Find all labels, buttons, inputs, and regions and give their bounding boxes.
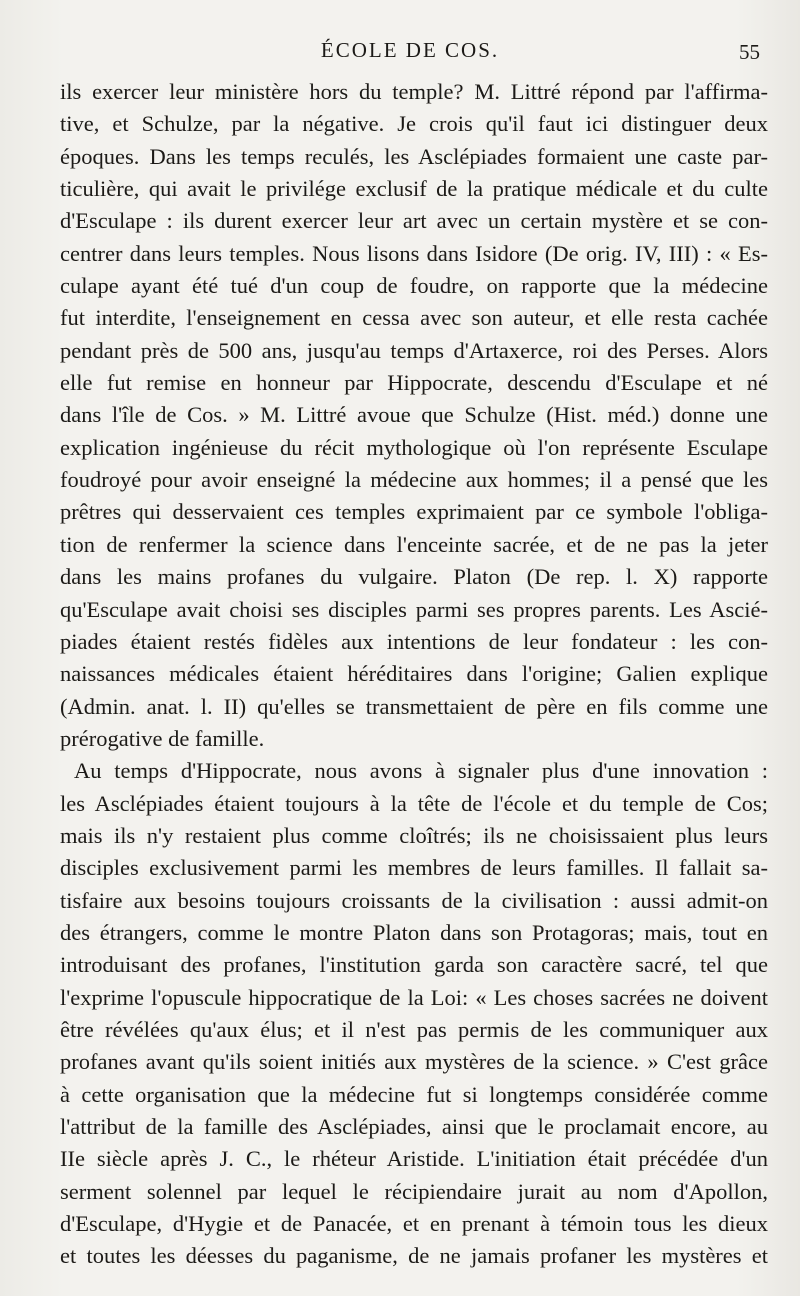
text-line: culape ayant été tué d'un coup de foudre, on rapporte que la médecine [60,273,768,299]
text-line: l'exprime l'opuscule hippocratique de la Loi: « Les choses sacrées ne doivent [60,984,768,1010]
text-line: les Asclépiades étaient toujours à la tête de l'école et du temple de Cos; [60,790,768,816]
text-line: disciples exclusivement parmi les membres de leurs familles. Il fallait sa- [60,855,768,881]
text-line: qu'Esculape avait choisi ses disciples parmi ses propres parents. Les Ascié- [60,596,768,622]
body-text [60,76,768,1273]
text-line: pendant près de 500 ans, jusqu'au temps d'Artaxerce, roi des Perses. Alors [60,337,768,363]
text-line: explication ingénieuse du récit mythologique où l'on représente Esculape [60,434,768,460]
text-line: serment solennel par lequel le récipiendaire jurait au nom d'Apollon, [60,1178,768,1204]
text-line: époques. Dans les temps reculés, les Asclépiades formaient une caste par- [60,143,768,169]
page-number: 55 [739,40,760,64]
text-line: à cette organisation que la médecine fut si longtemps considérée comme [60,1081,768,1107]
text-line: ticulière, qui avait le privilége exclusif de la pratique médicale et du culte [60,176,768,202]
text-line: prêtres qui desservaient ces temples exprimaient par ce symbole l'obliga- [60,499,768,525]
text-line: foudroyé pour avoir enseigné la médecine aux hommes; il a pensé que les [60,467,768,493]
text-line: des étrangers, comme le montre Platon dans son Protagoras; mais, tout en [60,919,768,945]
text-line: être révélées qu'aux élus; et il n'est pas permis de les communiquer aux [60,1016,768,1042]
text-line: tion de renfermer la science dans l'enceinte sacrée, et de ne pas la jeter [60,531,768,557]
text-line: l'attribut de la famille des Asclépiades, ainsi que le proclamait encore, au [60,1114,768,1139]
text-line: fut interdite, l'enseignement en cessa avec son auteur, et elle resta cachée [60,305,768,331]
text-line: mais ils n'y restaient plus comme cloîtrés; ils ne choisissaient plus leurs [60,822,768,848]
text-line: et toutes les déesses du paganisme, de ne jamais profaner les mystères et [60,1243,768,1269]
running-head [60,38,760,68]
text-line: profanes avant qu'ils soient initiés aux mystères de la science. » C'est grâce [60,1049,768,1075]
text-line: naissances médicales étaient héréditaires dans l'origine; Galien explique [60,661,768,687]
text-line: d'Esculape : ils durent exercer leur art avec un certain mystère et se con- [60,208,768,234]
text-line: introduisant des profanes, l'institution garda son caractère sacré, tel que [60,952,768,978]
text-line: dans l'île de Cos. » M. Littré avoue que Schulze (Hist. méd.) donne une [60,402,768,428]
text-line: prérogative de famille. [60,725,265,751]
running-title: ÉCOLE DE COS. [320,38,500,62]
text-line: ils exercer leur ministère hors du temple? M. Littré répond par l'affirma- [60,79,768,104]
text-line: IIe siècle après J. C., le rhéteur Aristide. L'initiation était précédée d'un [60,1146,768,1172]
text-line: d'Esculape, d'Hygie et de Panacée, et en prenant à témoin tous les dieux [60,1211,768,1237]
text-line: tive, et Schulze, par la négative. Je crois qu'il faut ici distinguer deux [60,111,768,137]
text-line: elle fut remise en honneur par Hippocrate, descendu d'Esculape et né [60,370,768,396]
text-line: (Admin. anat. l. II) qu'elles se transmettaient de père en fils comme une [60,693,768,719]
text-line: centrer dans leurs temples. Nous lisons dans Isidore (De orig. IV, III) : « Es- [60,240,768,266]
text-line: dans les mains profanes du vulgaire. Platon (De rep. l. X) rapporte [60,564,768,590]
text-line: tisfaire aux besoins toujours croissants de la civilisation : aussi admit-on [60,887,768,913]
text-line: piades étaient restés fidèles aux intentions de leur fondateur : les con- [60,628,768,654]
text-line: Au temps d'Hippocrate, nous avons à signaler plus d'une innovation : [74,758,768,784]
